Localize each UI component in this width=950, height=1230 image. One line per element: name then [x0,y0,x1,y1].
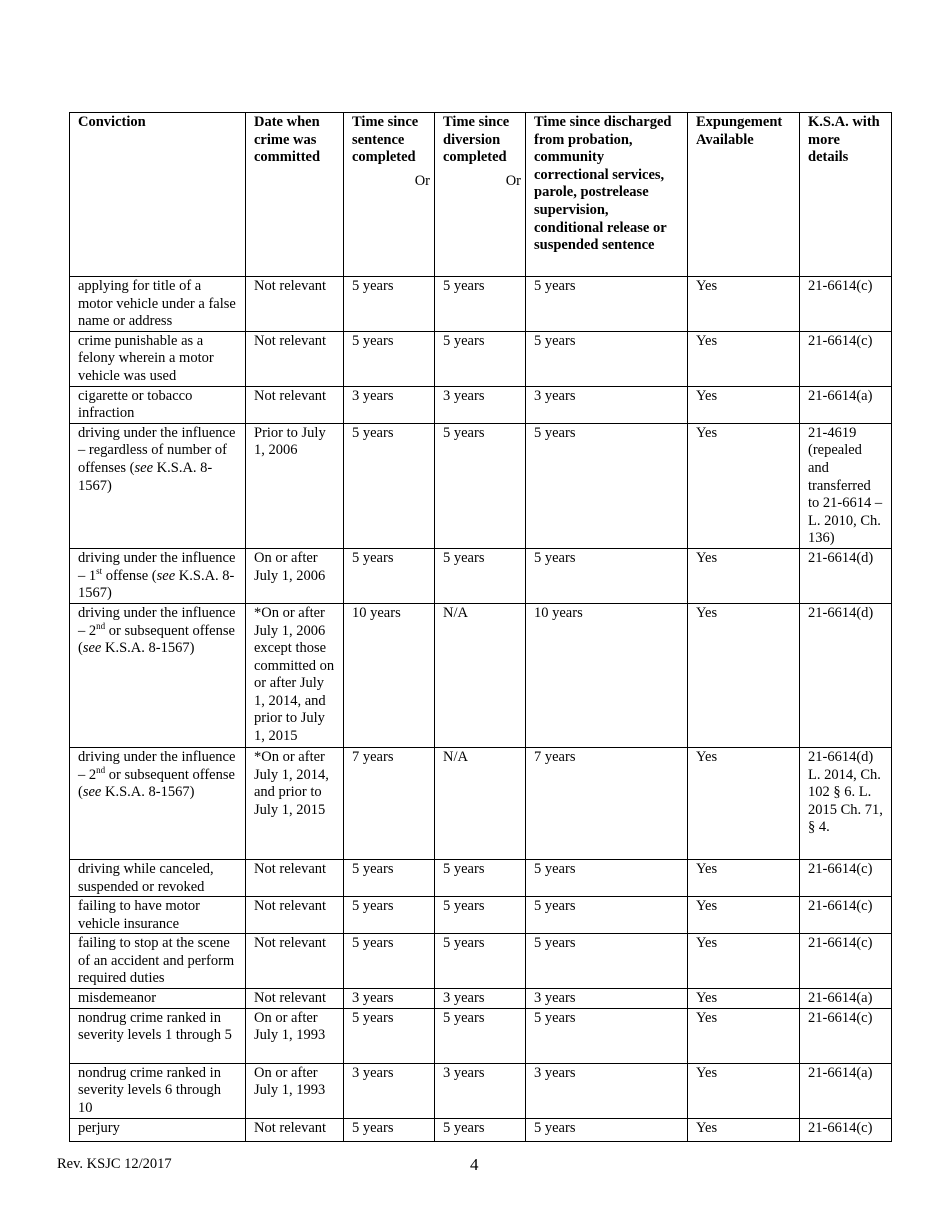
discharged-cell: 5 years [526,423,688,548]
date-cell: On or after July 1, 1993 [246,1008,344,1063]
revision-label: Rev. KSJC 12/2017 [57,1156,172,1172]
conviction-cell: cigarette or tobacco infraction [70,386,246,423]
diversion-cell: 5 years [435,423,526,548]
header-time-diversion [435,113,526,277]
sentence-cell: 5 years [344,1118,435,1141]
conviction-text-mid: offense ( [102,567,157,584]
date-cell: Not relevant [246,859,344,896]
sentence-cell: 5 years [344,331,435,386]
discharged-cell: 5 years [526,934,688,989]
date-cell: *On or after July 1, 2006 except those committed on or after July 1, 2014, and prior to July 1, 2015 [246,603,344,747]
diversion-cell: 5 years [435,897,526,934]
sentence-cell: 5 years [344,859,435,896]
discharged-cell: 7 years [526,747,688,859]
conviction-cell [70,603,246,747]
conviction-cell [70,548,246,603]
discharged-cell: 3 years [526,989,688,1009]
date-cell: Not relevant [246,1118,344,1141]
table-row [70,386,892,423]
header-expungement: Expungement Available [688,113,800,277]
conviction-cell: nondrug crime ranked in severity levels 1 through 5 [70,1008,246,1063]
expungement-cell: Yes [688,897,800,934]
sentence-cell: 5 years [344,548,435,603]
diversion-cell: 5 years [435,859,526,896]
table-row [70,1063,892,1118]
ksa-cell: 21-6614(d) [800,548,892,603]
sentence-cell: 3 years [344,1063,435,1118]
conviction-ordinal: st [96,565,103,576]
table-row [70,1008,892,1063]
conviction-cell [70,423,246,548]
ksa-cell: 21-6614(d) [800,603,892,747]
header-time-sentence-label: Time since sentence completed [352,114,419,166]
conviction-cell: failing to have motor vehicle insurance [70,897,246,934]
conviction-cell: crime punishable as a felony wherein a motor vehicle was used [70,331,246,386]
conviction-cell [70,747,246,859]
conviction-ordinal: nd [96,620,106,631]
conviction-text-end: K.S.A. 8-1567) [101,640,195,657]
diversion-cell: N/A [435,747,526,859]
conviction-cell: driving while canceled, suspended or revoked [70,859,246,896]
sentence-cell: 7 years [344,747,435,859]
date-cell: Not relevant [246,934,344,989]
discharged-cell: 5 years [526,548,688,603]
header-time-discharged: Time since discharged from probation, community correctional services, parole, postrelease supervision, conditional release or suspended sentence [526,113,688,277]
date-cell: Prior to July 1, 2006 [246,423,344,548]
expungement-cell: Yes [688,859,800,896]
sentence-cell: 5 years [344,897,435,934]
discharged-cell: 3 years [526,386,688,423]
expungement-cell: Yes [688,423,800,548]
discharged-cell: 5 years [526,897,688,934]
expungement-cell: Yes [688,989,800,1009]
date-cell: Not relevant [246,386,344,423]
table-row [70,277,892,332]
expungement-table [69,112,892,1142]
conviction-text-end: K.S.A. 8-1567) [101,784,195,801]
diversion-cell: 5 years [435,277,526,332]
ksa-cell: 21-6614(a) [800,386,892,423]
conviction-see: see [134,459,154,476]
date-cell: On or after July 1, 2006 [246,548,344,603]
table-row [70,747,892,859]
or-label-1: Or [414,173,430,189]
conviction-text-mid: or subsequent offense ( [78,766,235,801]
conviction-cell: applying for title of a motor vehicle under a false name or address [70,277,246,332]
conviction-cell: failing to stop at the scene of an accident and perform required duties [70,934,246,989]
sentence-cell: 10 years [344,603,435,747]
expungement-cell: Yes [688,934,800,989]
table-row [70,989,892,1009]
ksa-cell: 21-4619 (repealed and transferred to 21-6614 – L. 2010, Ch. 136) [800,423,892,548]
sentence-cell: 5 years [344,934,435,989]
conviction-ordinal: nd [96,764,106,775]
diversion-cell: 5 years [435,1008,526,1063]
conviction-text-end: K.S.A. 8-1567) [78,459,213,494]
expungement-cell: Yes [688,331,800,386]
sentence-cell: 5 years [344,423,435,548]
discharged-cell: 5 years [526,1008,688,1063]
diversion-cell: 3 years [435,386,526,423]
or-label-2: Or [505,173,521,189]
conviction-text-mid: or subsequent offense ( [78,622,235,657]
table-row [70,331,892,386]
conviction-see: see [82,640,102,657]
ksa-cell: 21-6614(d) L. 2014, Ch. 102 § 6. L. 2015 Ch. 71, § 4. [800,747,892,859]
conviction-see: see [156,567,176,584]
expungement-cell: Yes [688,603,800,747]
sentence-cell: 3 years [344,989,435,1009]
header-ksa: K.S.A. with more details [800,113,892,277]
diversion-cell: 5 years [435,934,526,989]
or-divider-1 [435,203,436,277]
ksa-cell: 21-6614(c) [800,277,892,332]
ksa-cell: 21-6614(c) [800,331,892,386]
page-number: 4 [470,1155,479,1174]
ksa-cell: 21-6614(a) [800,1063,892,1118]
sentence-cell: 5 years [344,1008,435,1063]
date-cell: Not relevant [246,277,344,332]
diversion-cell: N/A [435,603,526,747]
discharged-cell: 10 years [526,603,688,747]
header-conviction: Conviction [70,113,246,277]
ksa-cell: 21-6614(c) [800,1008,892,1063]
table-row [70,603,892,747]
conviction-text: driving under the influence – 1 [78,549,236,584]
table-row [70,1118,892,1141]
header-row [70,113,892,277]
diversion-cell: 5 years [435,1118,526,1141]
conviction-see: see [82,784,102,801]
ksa-cell: 21-6614(a) [800,989,892,1009]
discharged-cell: 5 years [526,1118,688,1141]
discharged-cell: 5 years [526,331,688,386]
header-time-sentence [344,113,435,277]
expungement-cell: Yes [688,548,800,603]
expungement-cell: Yes [688,747,800,859]
discharged-cell: 5 years [526,859,688,896]
expungement-cell: Yes [688,1063,800,1118]
conviction-cell: misdemeanor [70,989,246,1009]
sentence-cell: 3 years [344,386,435,423]
date-cell: Not relevant [246,331,344,386]
discharged-cell: 5 years [526,277,688,332]
header-date-committed: Date when crime was committed [246,113,344,277]
date-cell: On or after July 1, 1993 [246,1063,344,1118]
ksa-cell: 21-6614(c) [800,1118,892,1141]
expungement-cell: Yes [688,277,800,332]
conviction-cell: nondrug crime ranked in severity levels 6 through 10 [70,1063,246,1118]
ksa-cell: 21-6614(c) [800,897,892,934]
table-row [70,934,892,989]
conviction-text-end: K.S.A. 8-1567) [78,567,235,602]
table-row [70,859,892,896]
date-cell: *On or after July 1, 2014, and prior to July 1, 2015 [246,747,344,859]
sentence-cell: 5 years [344,277,435,332]
diversion-cell: 3 years [435,1063,526,1118]
ksa-cell: 21-6614(c) [800,859,892,896]
table-row [70,897,892,934]
conviction-cell: perjury [70,1118,246,1141]
expungement-cell: Yes [688,1008,800,1063]
expungement-cell: Yes [688,1118,800,1141]
date-cell: Not relevant [246,989,344,1009]
date-cell: Not relevant [246,897,344,934]
diversion-cell: 5 years [435,331,526,386]
expungement-cell: Yes [688,386,800,423]
ksa-cell: 21-6614(c) [800,934,892,989]
header-time-diversion-label: Time since diversion completed [443,114,510,166]
discharged-cell: 3 years [526,1063,688,1118]
diversion-cell: 5 years [435,548,526,603]
conviction-text: driving under the influence – 2 [78,604,236,639]
table-row [70,548,892,603]
table-row [70,423,892,548]
conviction-text: driving under the influence – 2 [78,748,236,783]
diversion-cell: 3 years [435,989,526,1009]
conviction-text: driving under the influence – regardless of number of offenses ( [78,424,236,476]
